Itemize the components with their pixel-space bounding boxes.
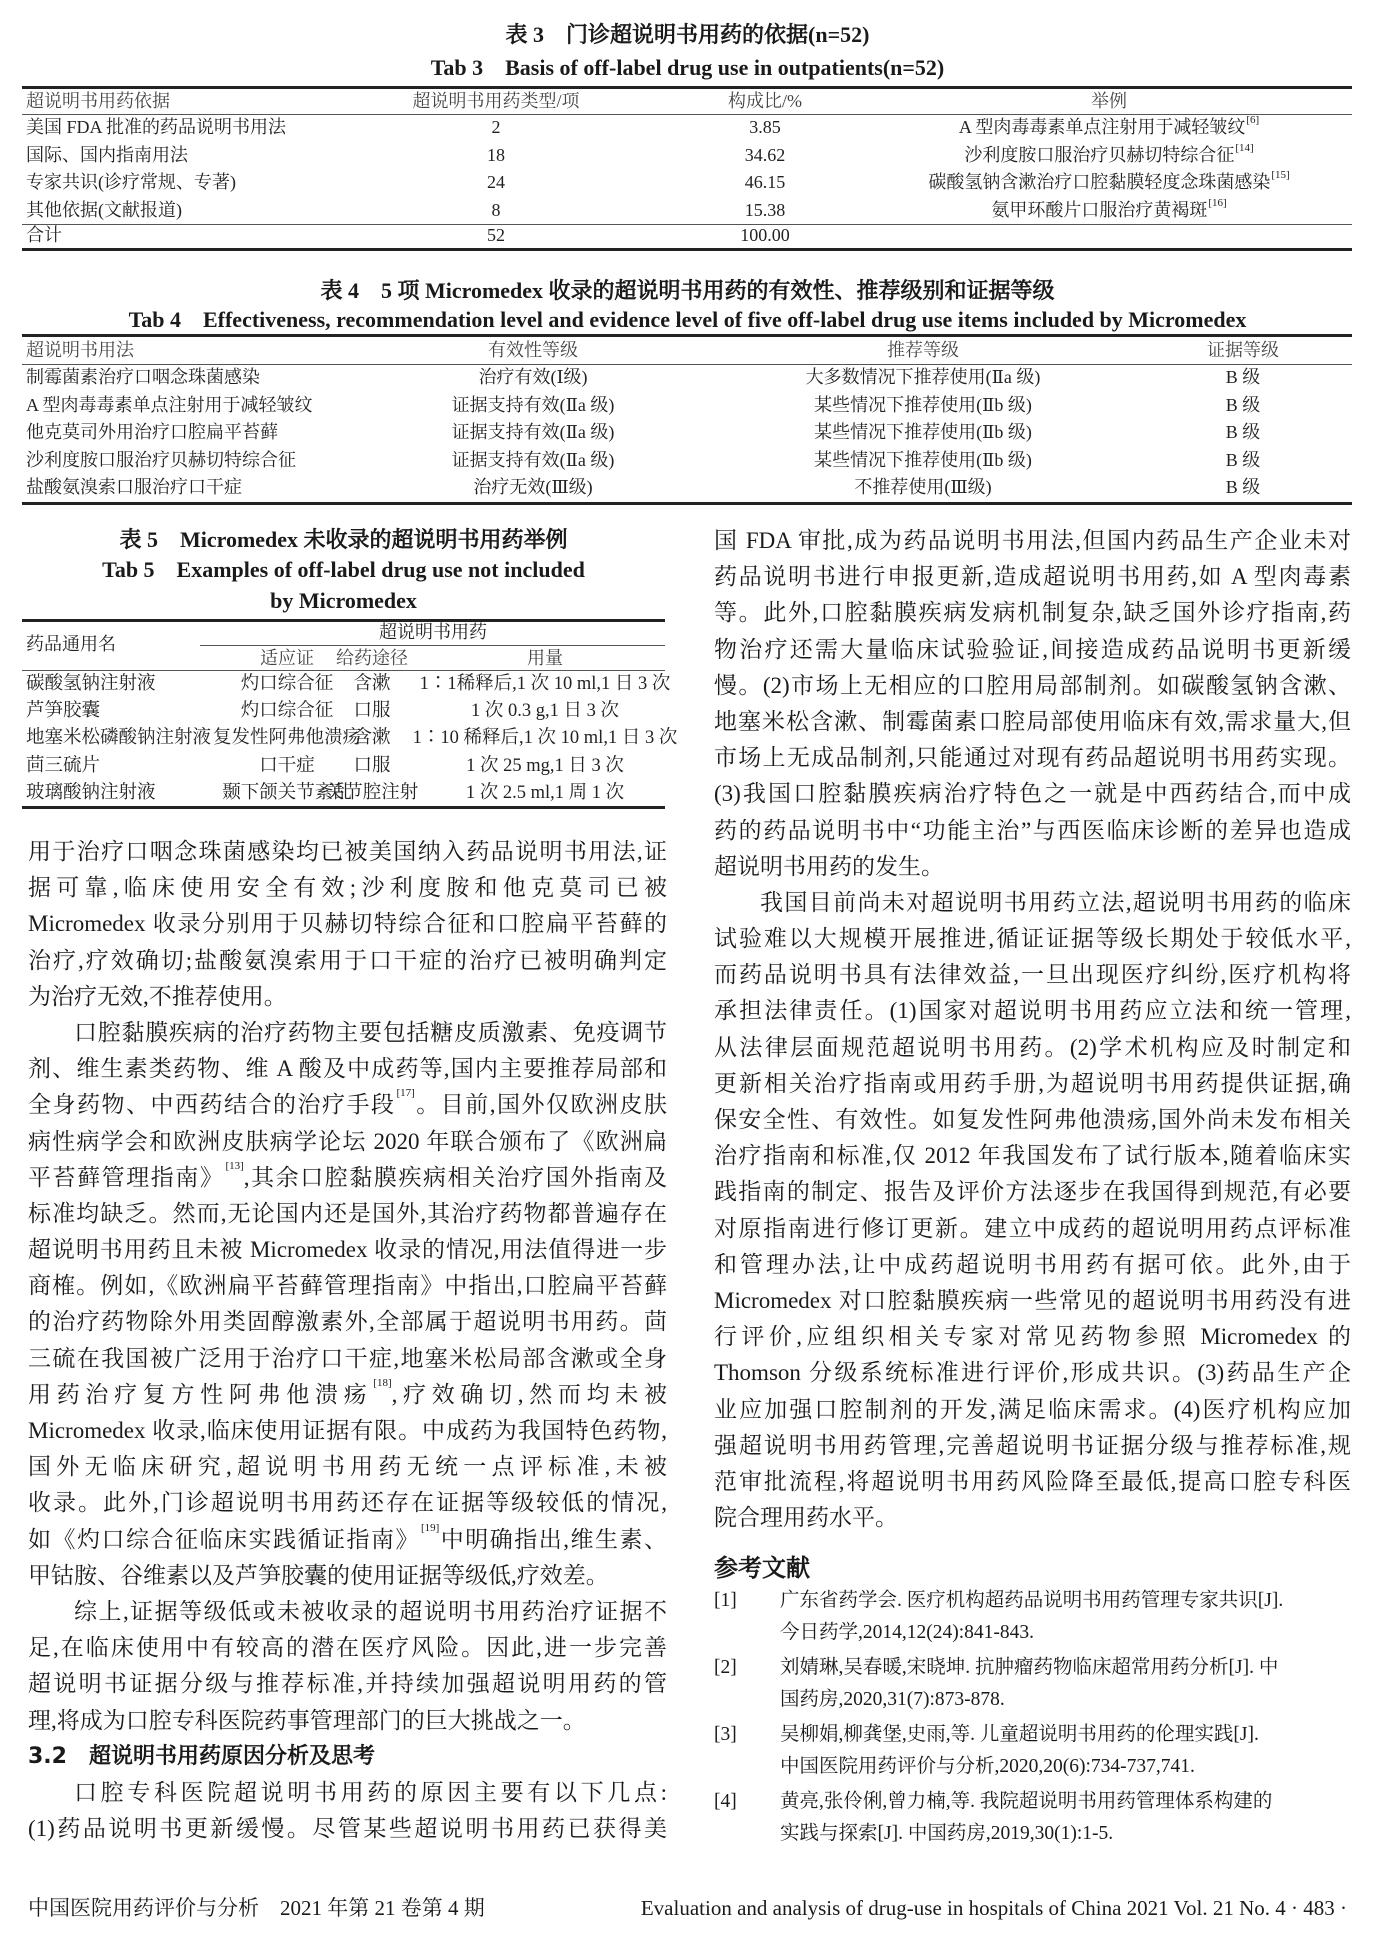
text-line: 地塞米松含漱、制霉菌素口腔局部使用临床有效,需求量大,但 [714,708,1351,734]
table3-cell-example [964,142,1253,169]
text-line: 践指南的制定、报告及评价方法逐步在我国得到规范,有必要 [714,1179,1351,1205]
text-line: 超说明书证据分级与推荐标准,并持续加强超说明用药的管 [28,1671,667,1697]
table4-bottom-rule [22,502,1352,505]
table5-cell: 灼口综合征 [240,701,334,722]
text-line: 超说明书用药的发生。 [714,853,944,879]
table4-cell: B 级 [1225,367,1261,387]
reference-line: 吴柳娟,柳龚堡,史雨,等. 儿童超说明书用药的伦理实践[J]. [780,1724,1259,1745]
citation: [19] [420,1521,440,1534]
table5-cell: 地塞米松磷酸钠注射液 [26,728,212,749]
table4-header: 推荐等级 [887,340,959,360]
reference-item [714,1719,1351,1783]
table4-cell: 治疗无效(Ⅲ级) [473,477,593,497]
text-line: 商榷。例如,《欧洲扁平苔藓管理指南》中指出,口腔扁平苔藓 [28,1273,667,1299]
text-line: (1)药品说明书更新缓慢。尽管某些超说明书用药已获得美 [28,1816,667,1842]
text-line: 全身药物、中西药结合的治疗手段[17]。目前,国外仅欧洲皮肤 [28,1087,667,1118]
table5-cell: 1∶1稀释后,1 次 10 ml,1 日 3 次 [419,674,671,694]
text-line: 据可靠,临床使用安全有效;沙利度胺和他克莫司已被 [28,875,667,901]
reference-line: 黄亮,张伶俐,曾力楠,等. 我院超说明书用药管理体系构建的 [780,1791,1273,1812]
table5-title-cn: 表 5 Micromedex 未收录的超说明书用药举例 [119,527,568,552]
text-line: Thomson 分级系统标准进行评价,形成共识。(3)药品生产企 [714,1360,1351,1386]
text-line: (3)我国口腔黏膜疾病治疗特色之一就是中西药结合,而中成 [714,781,1351,807]
table3-cell-example [928,169,1289,196]
text-line: 物治疗还需大量临床试验验证,间接造成药品说明书更新缓 [714,636,1351,662]
citation: [18] [373,1376,392,1389]
table5-cell: 1 次 25 mg,1 日 3 次 [466,755,624,776]
table5-subheader: 用量 [527,648,563,668]
text-line: 行评价,应组织相关专家对常见药物参照 Micromedex 的 [714,1324,1351,1350]
table4-cell: 盐酸氨溴索口服治疗口干症 [26,477,242,497]
text-line: 标准均缺乏。然而,无论国内还是国外,其治疗药物都普遍存在 [28,1200,667,1226]
table3-total-basis: 合计 [26,225,62,245]
table5-cell: 碳酸氢钠注射液 [26,674,156,694]
text-line: 对原指南进行修订更新。建立中成药的超说明用药点评标准 [714,1215,1351,1241]
text-line: 我国目前尚未对超说明书用药立法,超说明书用药的临床 [760,889,1351,915]
table3-cell-ratio: 34.62 [744,144,786,165]
citation: [13] [225,1159,244,1172]
table3-cell-count: 2 [491,117,501,137]
table4-cell: B 级 [1225,449,1261,470]
text-line: 慢。(2)市场上无相应的口腔用局部制剂。如碳酸氢钠含漱、 [714,672,1351,698]
text-line: 和管理办法,让中成药超说明书用药有据可依。此外,由于 [714,1251,1351,1277]
example-text: 沙利度胺口服治疗贝赫切特综合征 [964,144,1235,165]
table3-top-rule [22,86,1352,89]
table4-cell: 某些情况下推荐使用(Ⅱb 级) [814,394,1032,415]
text-line: 治疗指南和标准,仅 2012 年我国发布了试行版本,随着临床实 [714,1143,1351,1169]
table4-cell: 证据支持有效(Ⅱa 级) [451,394,615,415]
table5-header-group: 超说明书用药 [379,622,487,642]
footer-journal-en-page: Evaluation and analysis of drug-use in hospitals of China 2021 Vol. 21 No. 4 · 483 · [640,1896,1347,1920]
citation: [17] [396,1087,415,1100]
references-list [714,1585,1351,1853]
table4-cell: B 级 [1225,477,1261,497]
table4-cell: 沙利度胺口服治疗贝赫切特综合征 [26,449,296,470]
table5-top-rule [22,619,665,622]
table3-cell-example [991,197,1226,224]
table3-cell-basis: 专家共识(诊疗常规、专著) [26,172,236,192]
text-line: 业应加强口腔制剂的开发,满足临床需求。(4)医疗机构应加 [714,1396,1351,1422]
table4-cell: 某些情况下推荐使用(Ⅱb 级) [814,449,1032,470]
left-column [28,834,667,1847]
table5-cell: 1 次 2.5 ml,1 周 1 次 [465,782,625,803]
text-line: 药的药品说明书中“功能主治”与西医临床诊断的差异也造成 [714,817,1351,843]
example-text: A 型肉毒毒素单点注射用于减轻皱纹 [958,117,1246,137]
table5-title-en-cont: by Micromedex [270,588,417,613]
table3-cell-count: 8 [491,199,501,220]
text-line: Micromedex 收录,临床使用证据有限。中成药为我国特色药物, [28,1418,667,1443]
table4-top-rule [22,334,1352,337]
table3-cell-ratio: 46.15 [744,172,786,192]
text-line: 保安全性、有效性。如复发性阿弗他溃疡,国外尚未发布相关 [714,1107,1351,1132]
text-line: 收录。此外,门诊超说明书用药还存在证据等级较低的情况, [28,1490,667,1516]
table5-cell: 口服 [353,755,391,776]
table4-cell: A 型肉毒毒素单点注射用于减轻皱纹 [26,394,313,415]
text-line: 用于治疗口咽念珠菌感染均已被美国纳入药品说明书用法,证 [28,839,667,864]
table3-title-cn: 表 3 门诊超说明书用药的依据(n=52) [505,22,870,47]
table3-header: 举例 [1091,91,1127,111]
text-line: 从法律层面规范超说明书用药。(2)学术机构应及时制定和 [714,1034,1351,1060]
table3-header: 超说明书用药类型/项 [412,91,580,111]
text-line: 理,将成为口腔专科医院药事管理部门的巨大挑战之一。 [28,1707,586,1733]
reference-number: [1] [714,1590,737,1611]
text-line: 的治疗药物除外用类固醇激素外,全部属于超说明书用药。茴 [28,1309,667,1335]
table5-cell: 茴三硫片 [26,755,101,776]
table5-cell: 颞下颌关节紊乱 [222,782,352,803]
reference-item [714,1786,1351,1850]
table4-cell: B 级 [1225,394,1261,415]
reference-line: 今日药学,2014,12(24):841-843. [780,1622,1035,1643]
table3-cell-count: 18 [487,144,505,165]
table5-cell: 玻璃酸钠注射液 [26,782,156,803]
reference-item [714,1585,1351,1649]
table3-cell-basis: 国际、国内指南用法 [26,144,188,165]
right-column [714,523,1351,1536]
table4-cell: 大多数情况下推荐使用(Ⅱa 级) [805,367,1041,387]
text-line: 国外无临床研究,超说明书用药无统一点评标准,未被 [28,1454,667,1480]
text-line: 院合理用药水平。 [714,1505,898,1531]
table3-total-rule [22,224,1352,225]
table5-cell: 口服 [353,701,391,722]
text-line: 试验难以大规模开展推进,循证证据等级长期处于较低水平, [714,926,1351,952]
text-line: 三硫在我国被广泛用于治疗口干症,地塞米松局部含漱或全身 [28,1345,667,1371]
table4-cell: 证据支持有效(Ⅱa 级) [451,449,615,470]
text-line: 国 FDA 审批,成为药品说明书用法,但国内药品生产企业未对 [714,528,1351,553]
table4-cell: 他克莫司外用治疗口腔扁平苔藓 [26,422,278,442]
text-line: 如《灼口综合征临床实践循证指南》[19]中明确指出,维生素、 [28,1521,667,1552]
citation: [6] [1246,114,1260,126]
reference-line: 中国医院用药评价与分析,2020,20(6):734-737,741. [780,1756,1195,1777]
example-text: 氨甲环酸片口服治疗黄褐斑 [991,199,1208,220]
text-line: 市场上无成品制剂,只能通过对现有药品超说明书用药实现。 [714,745,1351,771]
text-line: 超说明书用药且未被 Micromedex 收录的情况,用法值得进一步 [28,1237,667,1263]
table4-header: 证据等级 [1207,340,1279,360]
table4-cell: 不推荐使用(Ⅲ级) [854,477,992,497]
text-line: 综上,证据等级低或未被收录的超说明书用药治疗证据不 [74,1598,667,1624]
text-line: 用药治疗复方性阿弗他溃疡[18],疗效确切,然而均未被 [28,1376,667,1407]
table5-bottom-rule [22,806,665,809]
reference-item [714,1652,1351,1716]
table5-cell: 1∶10 稀释后,1 次 10 ml,1 日 3 次 [412,728,678,749]
reference-line: 刘婧琳,吴春暖,宋晓坤. 抗肿瘤药物临床超常用药分析[J]. 中 [780,1657,1279,1678]
section-heading: 3.2 超说明书用药原因分析及思考 [28,1743,375,1769]
citation: [15] [1271,169,1290,181]
table3-total-count: 52 [487,225,505,245]
text-line: 甲钴胺、谷维素以及芦笋胶囊的使用证据等级低,疗效差。 [28,1562,609,1588]
text-line: 范审批流程,将超说明书用药风险降至最低,提高口腔专科医 [714,1468,1351,1494]
table5-cell: 芦笋胶囊 [26,701,101,722]
table4-cell: B 级 [1225,422,1261,442]
table5-subheader: 适应证 [260,648,314,668]
table3-cell-ratio: 3.85 [749,117,781,137]
table5-subheader: 给药途径 [336,648,408,668]
table4-cell: 某些情况下推荐使用(Ⅱb 级) [814,422,1032,442]
text-line: 承担法律责任。(1)国家对超说明书用药应立法和统一管理, [714,998,1351,1024]
text-line: 足,在临床使用中有较高的潜在医疗风险。因此,进一步完善 [28,1635,667,1661]
references-heading: 参考文献 [714,1554,810,1582]
table5-cell: 含漱 [353,674,391,694]
table3-header: 超说明书用药依据 [26,91,170,111]
table4-cell: 证据支持有效(Ⅱa 级) [451,422,615,442]
table5-header-drug: 药品通用名 [26,634,116,654]
table3-cell-ratio: 15.38 [744,199,786,220]
text-line: Micromedex 对口腔黏膜疾病一些常见的超说明书用药没有进 [714,1287,1351,1313]
table4-header: 有效性等级 [488,340,578,360]
table3-cell-example [959,114,1259,141]
table5-title-en: Tab 5 Examples of off-label drug use not included [102,557,585,582]
text-line: 治疗,疗效确切;盐酸氨溴索用于口干症的治疗已被明确判定 [28,947,667,973]
citation: [16] [1208,196,1227,209]
text-line: 更新相关治疗指南或用药手册,为超说明书用药提供证据,确 [714,1070,1351,1096]
table4-title-cn: 表 4 5 项 Micromedex 收录的超说明书用药的有效性、推荐级别和证据等级 [320,278,1055,303]
reference-line: 实践与探索[J]. 中国药房,2019,30(1):1-5. [780,1823,1114,1844]
table5-cell: 含漱 [353,728,391,749]
text-line: 为治疗无效,不推荐使用。 [28,983,287,1009]
table5-cell: 口干症 [259,755,315,776]
table5-cell: 1 次 0.3 g,1 日 3 次 [470,701,620,722]
reference-number: [4] [714,1791,737,1812]
text-line: 口腔黏膜疾病的治疗药物主要包括糖皮质激素、免疫调节 [74,1019,667,1045]
table3-cell-basis: 美国 FDA 批准的药品说明书用法 [26,117,287,137]
text-line: 药品说明书进行申报更新,造成超说明书用药,如 A 型肉毒素 [714,564,1351,590]
table3-bottom-rule [22,248,1352,251]
text-line: 剂、维生素类药物、维 A 酸及中成药等,国内主要推荐局部和 [28,1056,667,1082]
text-line: 口腔专科医院超说明书用药的原因主要有以下几点: [74,1779,667,1805]
reference-line: 广东省药学会. 医疗机构超药品说明书用药管理专家共识[J]. [780,1590,1284,1611]
table3-total-ratio: 100.00 [740,225,790,245]
table5-cell: 灼口综合征 [240,674,334,694]
text-line: 强超说明书用药管理,完善超说明书证据分级与推荐标准,规 [714,1432,1351,1458]
table4-cell: 制霉菌素治疗口咽念珠菌感染 [26,367,260,387]
table3-cell-basis: 其他依据(文献报道) [26,199,182,220]
reference-number: [2] [714,1657,737,1678]
footer-journal-cn: 中国医院用药评价与分析 2021 年第 21 卷第 4 期 [28,1896,485,1920]
text-line: Micromedex 收录分别用于贝赫切特综合征和口腔扁平苔藓的 [28,911,667,937]
reference-number: [3] [714,1724,737,1745]
table5-cell: 关节腔注射 [325,782,419,803]
text-line: 病性病学会和欧洲皮肤病学论坛 2020 年联合颁布了《欧洲扁 [28,1128,667,1154]
table4-cell: 治疗有效(Ⅰ级) [478,367,588,387]
citation: [14] [1235,141,1254,154]
table4-title-en: Tab 4 Effectiveness, recommendation level and evidence level of five off-label drug use items included by Micromedex [128,307,1247,332]
text-line: 平苔藓管理指南》[13],其余口腔黏膜疾病相关治疗国外指南及 [28,1159,667,1190]
table3-title-en: Tab 3 Basis of off-label drug use in outpatients(n=52) [430,55,945,80]
example-text: 碳酸氢钠含漱治疗口腔黏膜轻度念珠菌感染 [928,172,1271,192]
table3-cell-count: 24 [487,172,505,192]
text-line: 而药品说明书具有法律效益,一旦出现医疗纠纷,医疗机构将 [714,962,1351,988]
table4-header: 超说明书用法 [26,340,134,360]
reference-line: 国药房,2020,31(7):873-878. [780,1689,1005,1710]
text-line: 等。此外,口腔黏膜疾病发病机制复杂,缺乏国外诊疗指南,药 [714,600,1351,626]
table3-header: 构成比/% [728,91,802,111]
table5-cell: 复发性阿弗他溃疡 [212,728,362,749]
